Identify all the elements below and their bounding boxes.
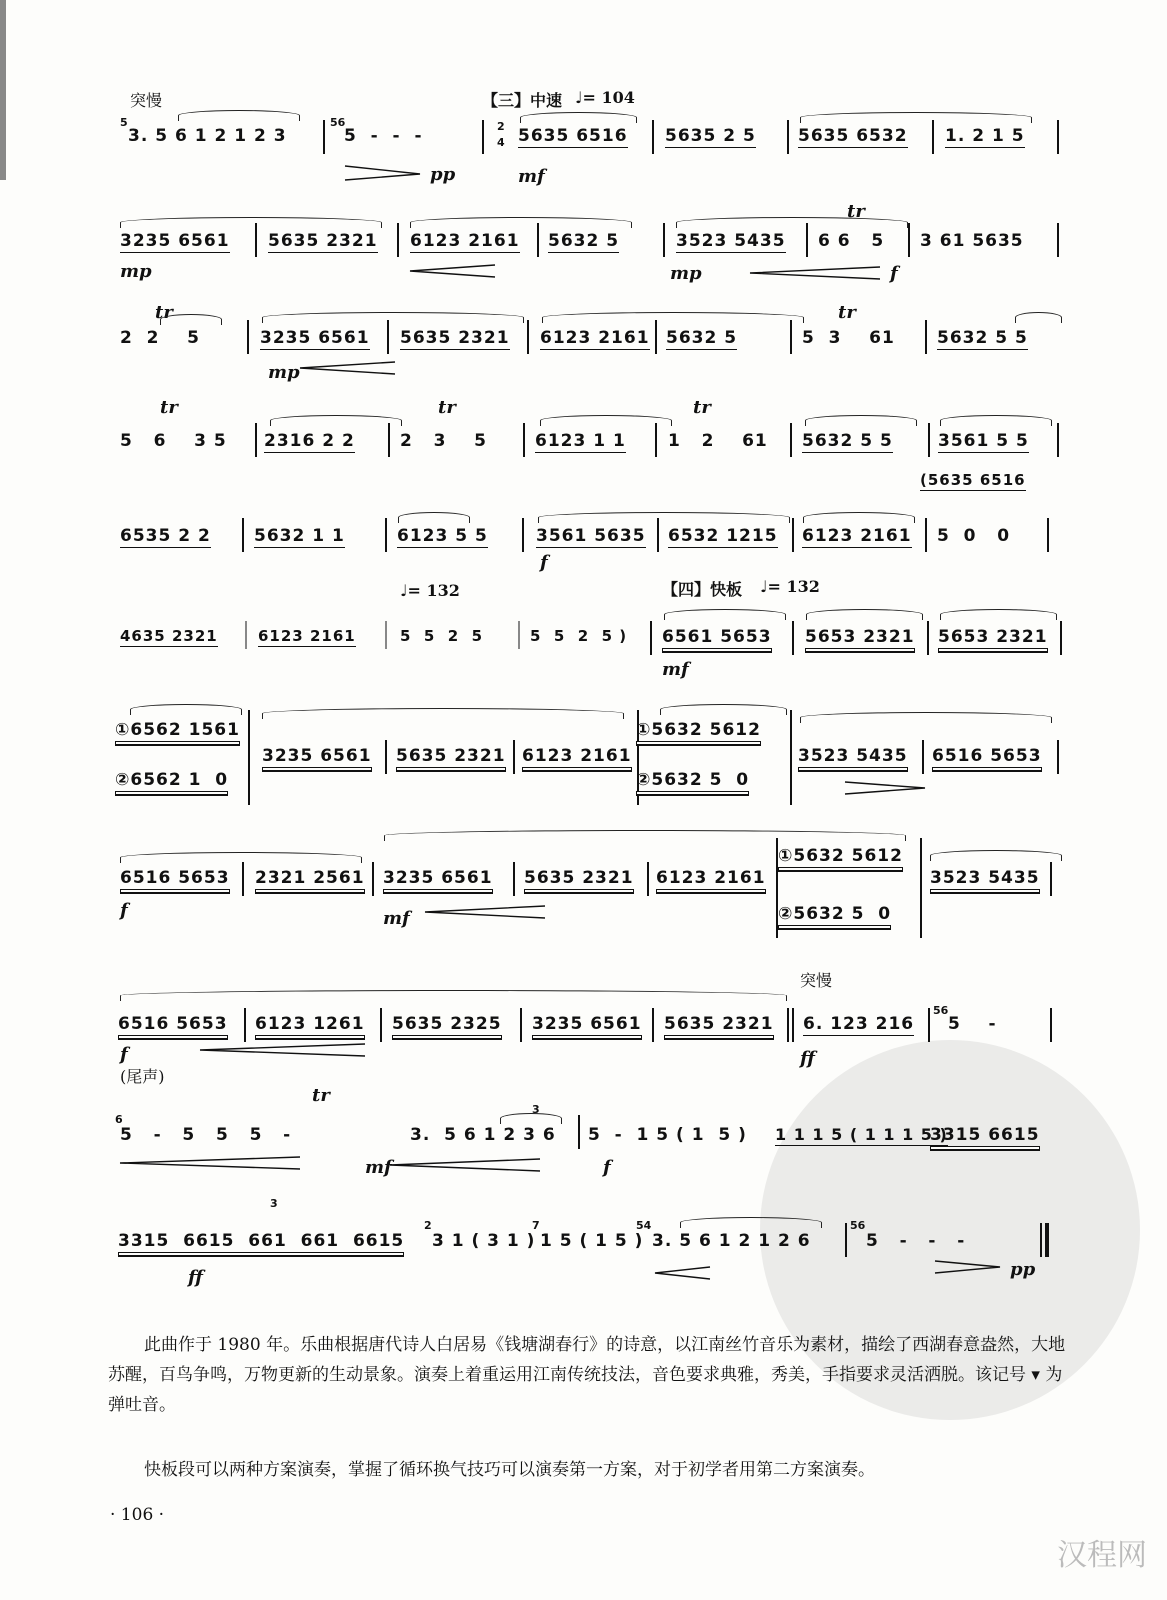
measure: 5635 2 5 [665, 126, 756, 146]
measure: 5635 2321 [396, 746, 506, 766]
measure: 5632 5 5 [802, 431, 893, 451]
performance-note-2: 快板段可以两种方案演奏，掌握了循环换气技巧可以演奏第一方案，对于初学者用第二方案演奏。 [144, 1460, 875, 1480]
grace-note: 54 [636, 1219, 652, 1232]
measure: 3235 6561 [532, 1014, 642, 1034]
measure: 6516 5653 [118, 1014, 228, 1034]
slur [398, 512, 470, 523]
barline [523, 423, 525, 457]
hairpins [0, 1195, 1167, 1310]
barline [657, 518, 659, 552]
crescendo-hairpin [0, 300, 1167, 395]
decrescendo-hairpin [0, 690, 1167, 815]
measure: 3315 6615 [930, 1125, 1040, 1145]
page-number: · 106 · [110, 1505, 165, 1525]
trill-mark: tr [312, 1085, 330, 1106]
score-row-8 [0, 820, 1167, 950]
barline [792, 621, 794, 655]
barline [522, 518, 524, 552]
crescendo-hairpin [0, 820, 1167, 950]
tempo-abrupt-slow: 突慢 [130, 91, 163, 110]
score-row-11 [0, 1195, 1167, 1310]
dynamic-pp: pp [430, 164, 456, 185]
measure: 5632 5 [548, 231, 620, 251]
measure: 2 2 5 [120, 328, 200, 348]
slur [803, 512, 915, 523]
measure: 3. 5 6 1 2 1 2 6 [652, 1231, 811, 1251]
measure: 5 - - - [866, 1231, 966, 1251]
measure: 3235 6561 [260, 328, 370, 348]
measure: 5 0 0 [937, 526, 1011, 546]
slur [940, 415, 1052, 426]
score-row-9 [0, 960, 1167, 1085]
measure: 2316 2 2 [264, 431, 355, 451]
measure: 6123 5 5 [397, 526, 488, 546]
measure: 3561 5 5 [938, 431, 1029, 451]
grace-note: 6 [115, 1113, 123, 1126]
dynamic-ff: ff [188, 1267, 203, 1288]
grace-note: 56 [933, 1004, 949, 1017]
measure: 5635 6532 [798, 126, 908, 146]
voice-1-measure: ①5632 5612 [778, 846, 903, 866]
barline [928, 423, 930, 457]
barline [790, 423, 792, 457]
slur [270, 415, 402, 426]
measure: 4635 2321 [120, 627, 218, 645]
measure: 5635 2325 [392, 1014, 502, 1034]
barline [650, 621, 652, 655]
dynamic-f: f [120, 900, 128, 921]
score-row-4 [0, 395, 1167, 500]
tempo-mark: ♩= 104 [575, 88, 635, 107]
measure: 3523 5435 [676, 231, 786, 251]
dynamic-mp: mp [670, 263, 702, 284]
slur [940, 609, 1057, 620]
measure: 3235 6561 [262, 746, 372, 766]
measure: 5 3 61 [802, 328, 895, 348]
triplet-marker: 3 [532, 1103, 540, 1116]
trill-mark: tr [155, 302, 173, 323]
measure: 5 - 1 5 ( 1 5 ) [588, 1125, 747, 1145]
slur [540, 415, 672, 426]
measure: 5653 2321 [938, 627, 1048, 647]
measure: 3235 6561 [120, 231, 230, 251]
crescendo-hairpin [0, 960, 1167, 1085]
measure: 1 2 61 [668, 431, 768, 451]
trill-mark: tr [847, 201, 865, 222]
crescendo-hairpin [0, 195, 1167, 295]
tempo-abrupt-slow: 突慢 [800, 971, 833, 990]
measure: 5635 2321 [400, 328, 510, 348]
measure: 5632 5 5 [937, 328, 1028, 348]
barline [255, 423, 257, 457]
measure: 3 61 5635 [920, 231, 1024, 251]
measure: 5653 2321 [805, 627, 915, 647]
measure: 5632 1 1 [254, 526, 345, 546]
barline [1047, 518, 1049, 552]
site-watermark-logo: 汉程网 [1057, 1538, 1147, 1573]
score-row-5 [0, 500, 1167, 580]
voice-1-measure: ①6562 1561 [115, 720, 240, 740]
barline [655, 423, 657, 457]
score-row-6 [0, 575, 1167, 685]
barline [1057, 423, 1059, 457]
dynamic-f: f [890, 263, 898, 284]
dynamic-mp: mp [268, 362, 300, 383]
tempo-mark: ♩= 132 [400, 581, 460, 600]
score-row-2 [0, 195, 1167, 295]
measure: 2 3 5 [400, 431, 487, 451]
measure: 1 5 ( 1 5 ) [540, 1231, 644, 1251]
measure: 5635 6516 [518, 126, 628, 146]
alternate-passage: (5635 6516 [920, 471, 1026, 489]
measure: 6516 5653 [120, 868, 230, 888]
voice-2-measure: ②5632 5 0 [636, 770, 750, 790]
measure: 6123 2161 [410, 231, 520, 251]
grace-note: 56 [330, 116, 346, 129]
measure: 6123 2161 [656, 868, 766, 888]
measure: 3235 6561 [383, 868, 493, 888]
barline [518, 621, 520, 649]
barline [245, 621, 247, 649]
measure: 6516 5653 [932, 746, 1042, 766]
barline [388, 423, 390, 457]
triplet-marker: 3 [270, 1197, 278, 1210]
score-row-3 [0, 300, 1167, 395]
slur [806, 609, 923, 620]
performance-note-1: 此曲作于 1980 年。乐曲根据唐代诗人白居易《钱塘湖春行》的诗意，以江南丝竹音乐为素材，描绘了西湖春意盎然，大地苏醒，百鸟争鸣，万物更新的生动景象。演奏上着重运用江南传统技法，音色要求典雅，秀美，手指要求灵活洒脱。该记号 ▾ 为弹吐音。 [108, 1335, 1066, 1415]
grace-note: 5 [120, 116, 128, 129]
measure: 1 1 1 5 ( 1 1 1 5 ) [775, 1125, 948, 1144]
measure: 3315 6615 661 661 6615 [118, 1231, 405, 1251]
dynamic-mf: mf [365, 1157, 392, 1178]
measure: 3. 5 6 1 2 3 6 [410, 1125, 556, 1145]
score-row-7 [0, 690, 1167, 815]
measure: 3. 5 6 1 2 1 2 3 [128, 126, 287, 146]
grace-note: 7 [532, 1219, 540, 1232]
voice-1-measure: ①5632 5612 [636, 720, 761, 740]
measure: 5 - [948, 1014, 997, 1034]
coda-label: (尾声) [120, 1067, 165, 1086]
measure: 6123 2161 [540, 328, 650, 348]
decrescendo-hairpin [0, 80, 1167, 190]
measure: 6123 1 1 [535, 431, 626, 451]
dynamic-mf: mf [662, 659, 689, 680]
dynamic-f: f [603, 1157, 611, 1178]
measure: 6123 2161 [522, 746, 632, 766]
measure: 5 - - - [344, 126, 423, 146]
measure: 6535 2 2 [120, 526, 211, 546]
measure: 6. 123 216 [803, 1014, 915, 1034]
measure: 5 5 2 5 [400, 627, 484, 645]
measure: 6123 2161 [802, 526, 912, 546]
dynamic-mf: mf [518, 166, 545, 187]
slur [664, 609, 786, 620]
slur [805, 415, 917, 426]
barline [925, 518, 927, 552]
dynamic-f: f [540, 552, 548, 573]
barline [927, 621, 929, 655]
section-heading-3: 【三】中速 [482, 91, 563, 110]
barline [792, 518, 794, 552]
section-heading-4: 【四】快板 [662, 580, 743, 599]
score-row-10 [0, 1085, 1167, 1195]
crescendo-hairpin [0, 1085, 1167, 1195]
measure: 5632 5 [666, 328, 738, 348]
time-signature-bottom: 4 [497, 136, 505, 149]
measure: 3523 5435 [798, 746, 908, 766]
measure: 5635 2321 [268, 231, 378, 251]
grace-note: 56 [850, 1219, 866, 1232]
dynamic-f: f [120, 1044, 128, 1065]
measure: 2321 2561 [255, 868, 365, 888]
measure: 3523 5435 [930, 868, 1040, 888]
measure: 1. 2 1 5 [945, 126, 1025, 146]
voice-2-measure: ②6562 1 0 [115, 770, 229, 790]
measure: 5 - 5 5 5 - [120, 1125, 292, 1145]
trill-mark: tr [693, 397, 711, 418]
measure: 3561 5635 [536, 526, 646, 546]
measure: 5 6 3 5 [120, 431, 227, 451]
measure: 6561 5653 [662, 627, 772, 647]
measure: 5635 2321 [664, 1014, 774, 1034]
barline [1060, 621, 1062, 655]
measure: 5 5 2 5 ) [530, 627, 628, 645]
voice-2-measure: ②5632 5 0 [778, 904, 892, 924]
trill-mark: tr [160, 397, 178, 418]
barline [385, 518, 387, 552]
dynamic-ff: ff [800, 1048, 815, 1069]
measure: 6 6 5 [818, 231, 885, 251]
time-signature-top: 2 [497, 120, 505, 133]
trill-mark: tr [438, 397, 456, 418]
score-row-1 [0, 80, 1167, 190]
slur [538, 512, 790, 523]
barline [385, 621, 387, 649]
trill-mark: tr [838, 302, 856, 323]
barline [242, 518, 244, 552]
dynamic-pp: pp [1010, 1259, 1036, 1280]
measure: 6123 1261 [255, 1014, 365, 1034]
grace-note: 2 [424, 1219, 432, 1232]
measure: 6532 1215 [668, 526, 778, 546]
measure: 5635 2321 [524, 868, 634, 888]
measure: 6123 2161 [258, 627, 356, 645]
tempo-mark: ♩= 132 [760, 577, 820, 596]
dynamic-mf: mf [383, 908, 410, 929]
dynamic-mp: mp [120, 261, 152, 282]
measure: 3 1 ( 3 1 ) [432, 1231, 536, 1251]
